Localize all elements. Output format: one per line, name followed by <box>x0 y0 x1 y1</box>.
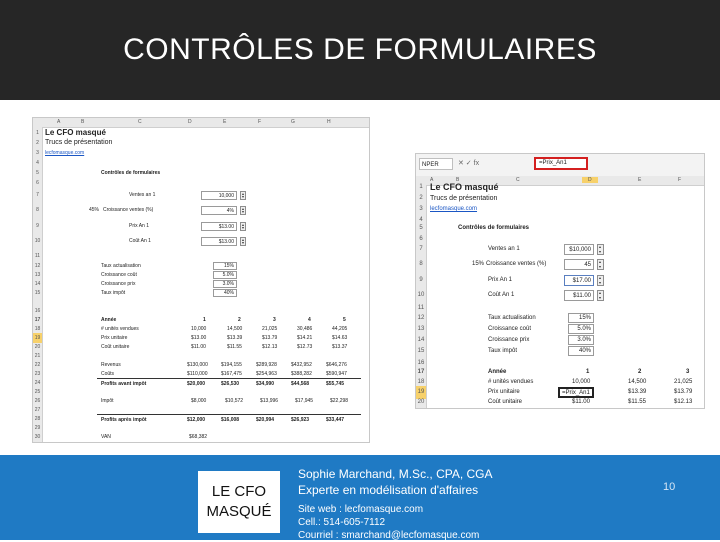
phone: Cell.: 514-605-7112 <box>298 517 386 528</box>
row-number: 19 <box>416 386 426 399</box>
table-cell: $13.39 <box>628 389 647 395</box>
row-number: 10 <box>417 292 425 298</box>
spinner-control[interactable] <box>240 206 246 215</box>
row-label: Profits après impôt <box>101 417 147 423</box>
rate-label: Croissance prix <box>488 337 530 343</box>
row-label: # unités vendues <box>488 379 534 385</box>
row-number: 4 <box>36 160 39 166</box>
table-cell: $14.21 <box>297 335 313 341</box>
rate-label: Taux impôt <box>101 290 126 296</box>
row-number: 7 <box>419 246 423 252</box>
row-label: Coût unitaire <box>488 399 523 405</box>
row-number: 12 <box>34 263 41 269</box>
row-number: 10 <box>34 238 41 244</box>
col-header[interactable]: H <box>327 119 331 125</box>
row-number: 14 <box>417 337 425 343</box>
col-header[interactable]: F <box>678 177 682 183</box>
row-number: 14 <box>34 281 41 287</box>
table-header-cell: 1 <box>203 317 206 323</box>
table-cell: $13,996 <box>260 398 279 404</box>
van-row <box>33 432 369 442</box>
company-name: Le CFO masqué <box>45 128 106 137</box>
row-number: 3 <box>36 150 39 156</box>
spinner-control[interactable] <box>597 259 604 270</box>
table-cell: $194,155 <box>221 362 242 368</box>
rate-label: Croissance coût <box>488 326 532 332</box>
table-cell: $8,000 <box>191 398 207 404</box>
input-value[interactable]: 45 <box>564 259 594 270</box>
col-header[interactable]: E <box>223 119 227 125</box>
input-value[interactable]: $13.00 <box>201 222 237 231</box>
company-name: Le CFO masqué <box>430 182 499 192</box>
row-number: 20 <box>417 399 425 405</box>
row-number: 2 <box>419 195 423 201</box>
table-cell: $13.39 <box>227 335 243 341</box>
row-label: Prix unitaire <box>101 335 128 341</box>
row-number: 16 <box>417 360 425 366</box>
row-number: 5 <box>36 170 39 176</box>
input-prefix: 45% <box>89 207 100 213</box>
selected-cell[interactable]: =Prix_An1 <box>558 387 594 398</box>
table-cell: $110,000 <box>187 371 208 377</box>
name-box[interactable]: NPER <box>419 158 453 170</box>
col-header[interactable]: G <box>291 119 295 125</box>
email: Courriel : smarchand@lecfomasque.com <box>298 530 480 541</box>
table-header-cell: 5 <box>343 317 346 323</box>
website-link[interactable]: lecfomasque.com <box>430 206 478 212</box>
table-cell: $20,994 <box>256 417 275 423</box>
row-label: Coûts <box>101 371 115 377</box>
rate-value[interactable]: 40% <box>213 289 237 297</box>
input-value[interactable]: $13.00 <box>201 237 237 246</box>
title-bar <box>0 0 720 100</box>
spinner-control[interactable] <box>240 222 246 231</box>
table-cell: $16,008 <box>221 417 240 423</box>
table-cell: $34,990 <box>256 381 275 387</box>
row-number: 29 <box>34 425 41 431</box>
row-number: 4 <box>419 217 423 223</box>
table-cell: $388,282 <box>291 371 312 377</box>
rate-label: Taux actualisation <box>101 263 141 269</box>
pl-row <box>33 396 369 406</box>
table-cell: $22,298 <box>330 398 349 404</box>
table-header-cell: 2 <box>638 369 642 375</box>
col-header-selected[interactable]: D <box>582 177 598 183</box>
col-header[interactable]: C <box>138 119 142 125</box>
table-cell: $13.37 <box>332 344 348 350</box>
table-cell: $20,000 <box>187 381 206 387</box>
column-header-row <box>33 118 369 128</box>
table-cell: 14,500 <box>227 326 243 332</box>
table-cell: $55,745 <box>326 381 345 387</box>
row-number: 17 <box>417 369 425 375</box>
input-label: Coût An 1 <box>129 238 151 244</box>
pl-row <box>97 414 361 425</box>
table-cell: $590,947 <box>326 371 347 377</box>
rate-label: Taux impôt <box>488 348 518 354</box>
col-header[interactable]: D <box>188 119 192 125</box>
row-number: 1 <box>36 130 39 136</box>
row-number: 9 <box>419 277 423 283</box>
table-cell: 21,025 <box>262 326 278 332</box>
spreadsheet-screenshot-zoomed <box>415 153 705 409</box>
table-cell: $254,963 <box>256 371 277 377</box>
logo <box>198 471 280 533</box>
row-number: 30 <box>34 434 41 440</box>
rate-value[interactable]: 15% <box>568 313 594 323</box>
table-header-cell: 3 <box>273 317 276 323</box>
row-number: 3 <box>419 206 423 212</box>
row-number: 9 <box>36 223 39 229</box>
row-number: 1 <box>419 184 423 190</box>
input-value[interactable]: $11.00 <box>564 290 594 301</box>
col-header[interactable]: B <box>456 177 460 183</box>
logo-line: MASQUÉ <box>206 503 272 520</box>
spinner-control[interactable] <box>597 290 604 301</box>
section-title: Contrôles de formulaires <box>101 170 161 176</box>
row-number: 12 <box>417 315 425 321</box>
table-cell: 10,000 <box>191 326 207 332</box>
rate-value[interactable]: 5.0% <box>568 324 594 334</box>
website: Site web : lecfomasque.com <box>298 504 424 515</box>
row-label: Impôt <box>101 398 114 404</box>
row-number: 16 <box>34 308 41 314</box>
row-number: 24 <box>34 380 41 386</box>
formula-bar <box>416 154 704 177</box>
input-label: Croissance ventes (%) <box>103 207 154 213</box>
input-label: Ventes an 1 <box>488 246 520 252</box>
subtitle: Trucs de présentation <box>430 195 498 202</box>
table-header-cell: 2 <box>238 317 241 323</box>
rate-value[interactable]: 5.0% <box>213 271 237 279</box>
row-number: 8 <box>36 207 39 213</box>
row-number: 11 <box>417 305 425 311</box>
table-cell: 14,500 <box>628 379 647 385</box>
rate-label: Taux actualisation <box>488 315 536 321</box>
subtitle: Trucs de présentation <box>45 139 113 146</box>
table-cell: $33,447 <box>326 417 345 423</box>
table-cell: $14.63 <box>332 335 348 341</box>
col-header[interactable]: B <box>81 119 85 125</box>
row-number: 11 <box>34 253 41 259</box>
author-name: Sophie Marchand, M.Sc., CPA, CGA <box>298 467 493 481</box>
row-label: # unités vendues <box>101 326 139 332</box>
col-header[interactable]: E <box>638 177 642 183</box>
input-prefix: 15% <box>472 261 485 267</box>
row-number: 13 <box>34 272 41 278</box>
table-header-cell: 3 <box>686 369 690 375</box>
spinner-control[interactable] <box>597 275 604 286</box>
row-number: 8 <box>419 261 423 267</box>
table-cell: 44,205 <box>332 326 348 332</box>
table-cell: 21,025 <box>674 379 693 385</box>
table-cell: $167,475 <box>221 371 242 377</box>
van-value: $68,382 <box>189 434 208 440</box>
pl-row <box>97 378 361 389</box>
row-number: 20 <box>34 344 41 350</box>
spinner-control[interactable] <box>597 244 604 255</box>
input-value[interactable]: $17.00 <box>564 275 594 286</box>
table-cell: $17,945 <box>295 398 314 404</box>
row-number: 28 <box>34 416 41 422</box>
table-header-cell: Année <box>488 369 507 375</box>
row-number: 13 <box>417 326 425 332</box>
col-header[interactable]: C <box>516 177 520 183</box>
row-number: 17 <box>34 317 41 323</box>
row-label: Revenus <box>101 362 121 368</box>
col-header[interactable]: A <box>430 177 434 183</box>
row-number: 26 <box>34 398 41 404</box>
table-cell: $12.73 <box>297 344 313 350</box>
spreadsheet-screenshot-main <box>32 117 370 443</box>
rate-value[interactable]: 40% <box>568 346 594 356</box>
table-header-cell: Année <box>101 317 117 323</box>
table-cell: $26,923 <box>291 417 310 423</box>
input-label: Ventes an 1 <box>129 192 156 198</box>
table-header-cell: 1 <box>586 369 590 375</box>
rate-value[interactable]: 3.0% <box>568 335 594 345</box>
row-label: Coût unitaire <box>101 344 130 350</box>
table-cell: $10,572 <box>225 398 244 404</box>
row-number: 25 <box>34 389 41 395</box>
row-number: 2 <box>36 140 39 146</box>
table-cell: $44,568 <box>291 381 310 387</box>
table-cell: $12,000 <box>187 417 206 423</box>
input-label: Croissance ventes (%) <box>486 261 547 267</box>
input-label: Prix An 1 <box>488 277 513 283</box>
table-cell: $26,530 <box>221 381 240 387</box>
rate-value[interactable]: 15% <box>213 262 237 270</box>
rate-label: Croissance coût <box>101 272 137 278</box>
spinner-control[interactable] <box>240 237 246 246</box>
row-number: 18 <box>34 326 41 332</box>
row-number: 6 <box>419 236 423 242</box>
formula-input[interactable]: =Prix_An1 <box>534 157 588 170</box>
spinner-control[interactable] <box>240 191 246 200</box>
formula-buttons[interactable]: ✕ ✓ fx <box>458 160 480 167</box>
row-label: Profits avant impôt <box>101 381 147 387</box>
table-cell: $11.55 <box>227 344 242 350</box>
rate-label: Croissance prix <box>101 281 136 287</box>
row-number: 21 <box>34 353 41 359</box>
table-cell: $646,276 <box>326 362 347 368</box>
row-number: 22 <box>34 362 41 368</box>
row-number: 7 <box>36 192 39 198</box>
table-cell: 10,000 <box>572 379 591 385</box>
row-number: 18 <box>417 379 425 385</box>
row-number: 15 <box>417 348 425 354</box>
input-value[interactable]: 4% <box>201 206 237 215</box>
author-role: Experte en modélisation d'affaires <box>298 483 479 497</box>
row-number: 27 <box>34 407 41 413</box>
table-cell: 30,486 <box>297 326 313 332</box>
input-value[interactable]: $10,000 <box>564 244 594 255</box>
section-title: Contrôles de formulaires <box>458 225 530 231</box>
col-header[interactable]: F <box>258 119 262 125</box>
table-cell: $13.00 <box>191 335 207 341</box>
table-cell: $13.79 <box>674 389 693 395</box>
col-header[interactable]: A <box>57 119 61 125</box>
input-value[interactable]: 10,000 <box>201 191 237 200</box>
input-label: Prix An 1 <box>129 223 150 229</box>
table-cell: $11.00 <box>572 399 590 405</box>
row-number: 15 <box>34 290 41 296</box>
row-number: 6 <box>36 180 39 186</box>
logo-line: LE CFO <box>211 483 267 500</box>
author-info <box>298 466 493 542</box>
table-row <box>416 396 704 409</box>
row-number: 19 <box>34 335 41 341</box>
table-cell: $11.00 <box>191 344 206 350</box>
table-cell: $12.13 <box>262 344 278 350</box>
input-label: Coût An 1 <box>488 292 515 298</box>
table-cell: $432,952 <box>291 362 312 368</box>
row-number: 5 <box>419 225 423 231</box>
table-cell: $13.79 <box>262 335 278 341</box>
website-link[interactable]: lecfomasque.com <box>45 150 85 156</box>
row-number: 23 <box>34 371 41 377</box>
table-cell: $11.55 <box>628 399 646 405</box>
table-cell: $12.13 <box>674 399 693 405</box>
row-label: Prix unitaire <box>488 389 520 395</box>
table-cell: $289,928 <box>256 362 277 368</box>
van-label: VAN <box>101 434 111 440</box>
page-number: 10 <box>663 481 676 493</box>
table-header-cell: 4 <box>308 317 311 323</box>
table-cell: $130,000 <box>187 362 208 368</box>
rate-value[interactable]: 3.0% <box>213 280 237 288</box>
slide-title: CONTRÔLES DE FORMULAIRES <box>123 33 597 66</box>
